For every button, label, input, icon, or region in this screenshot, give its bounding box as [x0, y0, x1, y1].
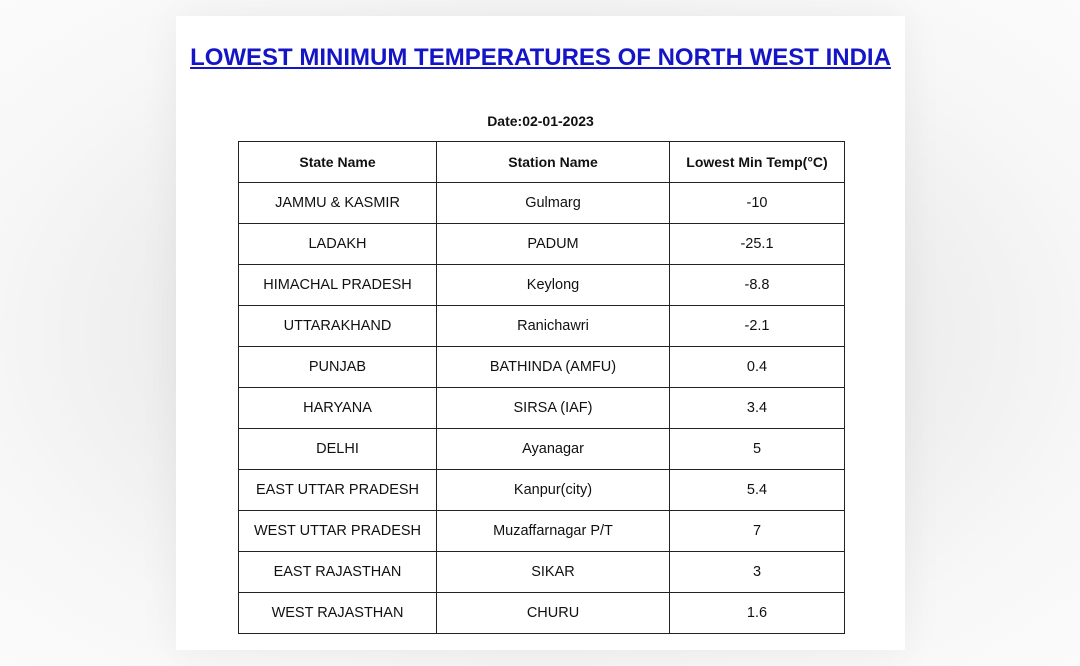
station-cell: BATHINDA (AMFU) — [437, 347, 670, 388]
temp-cell: -25.1 — [670, 224, 845, 265]
state-cell: JAMMU & KASMIR — [239, 183, 437, 224]
temp-cell: 3.4 — [670, 388, 845, 429]
table-row — [239, 265, 845, 306]
table-row — [239, 183, 845, 224]
state-cell: PUNJAB — [239, 347, 437, 388]
station-cell: SIRSA (IAF) — [437, 388, 670, 429]
state-cell: WEST RAJASTHAN — [239, 593, 437, 634]
table-row — [239, 429, 845, 470]
table-row — [239, 224, 845, 265]
station-cell: Kanpur(city) — [437, 470, 670, 511]
table-row — [239, 388, 845, 429]
state-cell: EAST UTTAR PRADESH — [239, 470, 437, 511]
temp-cell: 5 — [670, 429, 845, 470]
state-cell: UTTARAKHAND — [239, 306, 437, 347]
table-row — [239, 347, 845, 388]
station-cell: Keylong — [437, 265, 670, 306]
state-cell: WEST UTTAR PRADESH — [239, 511, 437, 552]
document-sheet — [176, 16, 905, 650]
temp-cell: -10 — [670, 183, 845, 224]
table-row — [239, 470, 845, 511]
state-cell: HIMACHAL PRADESH — [239, 265, 437, 306]
header-lowest-min-temp: Lowest Min Temp(°C) — [670, 142, 845, 183]
page-title: LOWEST MINIMUM TEMPERATURES OF NORTH WEST INDIA — [190, 44, 891, 71]
temp-cell: 0.4 — [670, 347, 845, 388]
state-cell: DELHI — [239, 429, 437, 470]
station-cell: Gulmarg — [437, 183, 670, 224]
station-cell: SIKAR — [437, 552, 670, 593]
station-cell: PADUM — [437, 224, 670, 265]
station-cell: Muzaffarnagar P/T — [437, 511, 670, 552]
header-state-name: State Name — [239, 142, 437, 183]
temp-cell: -2.1 — [670, 306, 845, 347]
header-station-name: Station Name — [437, 142, 670, 183]
table-row — [239, 306, 845, 347]
station-cell: Ayanagar — [437, 429, 670, 470]
station-cell: Ranichawri — [437, 306, 670, 347]
table-header-row — [239, 142, 845, 183]
station-cell: CHURU — [437, 593, 670, 634]
state-cell: LADAKH — [239, 224, 437, 265]
temp-cell: -8.8 — [670, 265, 845, 306]
state-cell: HARYANA — [239, 388, 437, 429]
state-cell: EAST RAJASTHAN — [239, 552, 437, 593]
temp-cell: 3 — [670, 552, 845, 593]
table-row — [239, 511, 845, 552]
temp-cell: 1.6 — [670, 593, 845, 634]
table-row — [239, 593, 845, 634]
temperature-table — [238, 141, 845, 634]
table-row — [239, 552, 845, 593]
temp-cell: 7 — [670, 511, 845, 552]
temp-cell: 5.4 — [670, 470, 845, 511]
report-date: Date:02-01-2023 — [487, 113, 594, 129]
